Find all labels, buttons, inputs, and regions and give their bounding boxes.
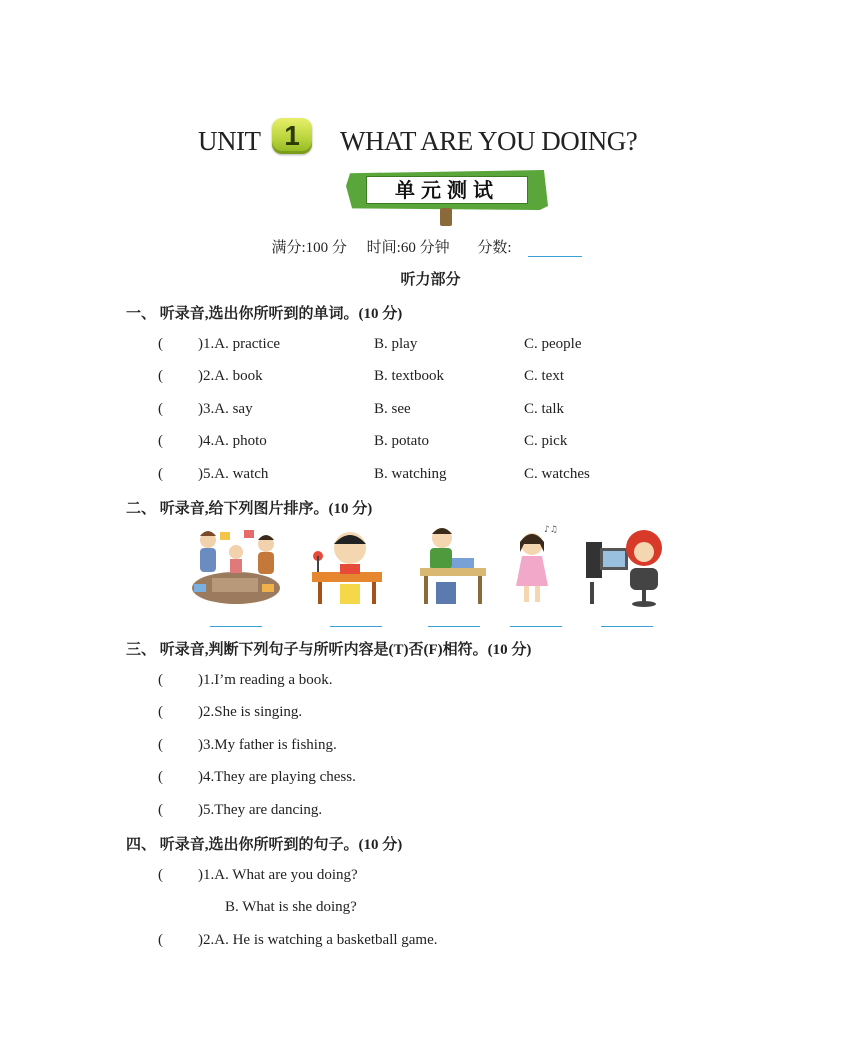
option-c: C. talk: [524, 401, 564, 417]
unit-test-banner: [346, 170, 548, 214]
list-item: [0, 932, 861, 952]
order-blank-1[interactable]: [210, 626, 262, 627]
unit-word: UNIT: [198, 126, 261, 156]
list-item: [0, 368, 861, 388]
answer-paren[interactable]: (: [158, 867, 163, 883]
score-blank[interactable]: [528, 242, 582, 257]
list-item: [0, 802, 861, 822]
answer-paren[interactable]: (: [158, 672, 163, 688]
order-blank-3[interactable]: [428, 626, 480, 627]
section-1-title: 一、 听录音,选出你所听到的单词。(10 分): [126, 306, 403, 322]
option-a: )2.A. book: [198, 368, 263, 384]
full-score: 满分:100 分: [271, 240, 347, 256]
banner-post: [440, 208, 452, 226]
option-a: )4.A. photo: [198, 433, 267, 449]
girl-singing-picture: [506, 522, 562, 608]
option-c: C. watches: [524, 466, 590, 482]
option-a: )1.A. What are you doing?: [198, 867, 358, 883]
unit-number-badge: 1: [272, 118, 312, 154]
option-b: B. play: [374, 336, 418, 352]
banner-text: 单元测试: [366, 176, 528, 204]
list-item: [0, 769, 861, 789]
section-3-title: 三、 听录音,判断下列句子与所听内容是(T)否(F)相符。(10 分): [126, 642, 532, 658]
option-b: B. watching: [374, 466, 447, 482]
score-label: 分数:: [477, 240, 512, 256]
answer-paren[interactable]: (: [158, 401, 163, 417]
option-b: B. textbook: [374, 368, 444, 384]
family-paper-craft-picture: [184, 522, 284, 608]
girl-at-computer-picture: [580, 522, 668, 608]
answer-paren[interactable]: (: [158, 932, 163, 948]
option-b: B. potato: [374, 433, 429, 449]
list-item: [0, 867, 861, 887]
boy-reading-picture: [306, 522, 386, 608]
option-a: )1.A. practice: [198, 336, 281, 352]
statement: )2.She is singing.: [198, 704, 303, 720]
option-c: C. pick: [524, 433, 568, 449]
list-item: [0, 336, 861, 356]
statement: )1.I’m reading a book.: [198, 672, 333, 688]
list-item: [0, 704, 861, 724]
option-a: )5.A. watch: [198, 466, 269, 482]
list-item: [0, 433, 861, 453]
list-item: [0, 466, 861, 486]
list-item: [0, 672, 861, 692]
statement: )3.My father is fishing.: [198, 737, 337, 753]
boy-at-desk-picture: [416, 522, 490, 608]
exam-meta: [0, 236, 861, 257]
answer-paren[interactable]: (: [158, 433, 163, 449]
unit-title: WHAT ARE YOU DOING?: [340, 126, 638, 156]
statement: )4.They are playing chess.: [198, 769, 356, 785]
answer-paren[interactable]: (: [158, 737, 163, 753]
answer-paren[interactable]: (: [158, 336, 163, 352]
svg-text:♪♫: ♪♫: [544, 525, 558, 535]
listening-subhead: 听力部分: [400, 272, 461, 288]
order-blank-4[interactable]: [510, 626, 562, 627]
option-c: C. people: [524, 336, 582, 352]
time-limit: 时间:60 分钟: [366, 240, 450, 256]
answer-paren[interactable]: (: [158, 769, 163, 785]
option-a: )3.A. say: [198, 401, 253, 417]
statement: )5.They are dancing.: [198, 802, 323, 818]
option-b: B. What is she doing?: [225, 899, 357, 915]
option-b: B. see: [374, 401, 411, 417]
option-c: C. text: [524, 368, 564, 384]
answer-paren[interactable]: (: [158, 704, 163, 720]
order-blank-5[interactable]: [601, 626, 653, 627]
order-blank-2[interactable]: [330, 626, 382, 627]
list-item: [0, 401, 861, 421]
answer-paren[interactable]: (: [158, 802, 163, 818]
section-2-title: 二、 听录音,给下列图片排序。(10 分): [126, 501, 373, 517]
section-4-title: 四、 听录音,选出你所听到的句子。(10 分): [126, 837, 403, 853]
option-a: )2.A. He is watching a basketball game.: [198, 932, 438, 948]
answer-paren[interactable]: (: [158, 368, 163, 384]
list-item: [0, 737, 861, 757]
page-title: [0, 118, 861, 168]
answer-paren[interactable]: (: [158, 466, 163, 482]
